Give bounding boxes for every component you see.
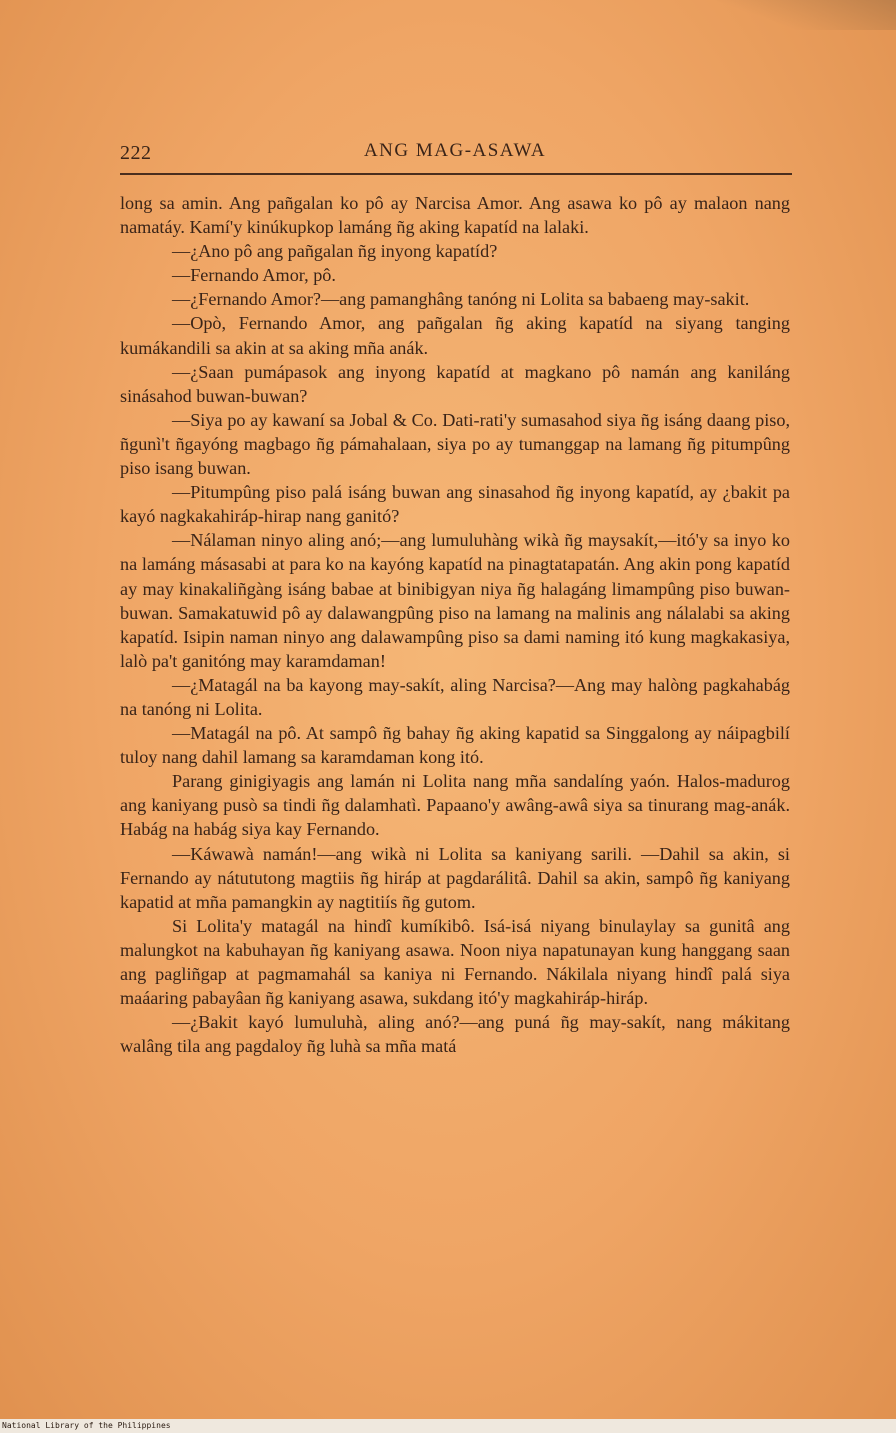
paragraph: —Fernando Amor, pô. <box>172 265 336 286</box>
paragraph: —Siya po ay kawaní sa Jobal & Co. Dati-rati'y sumasahod siya ñg isáng daang piso, ñgunì't ñgayóng magbago ñg pámahalaan, siya po ay tumanggap na lamang ñg pitumpûng piso isang buwan. <box>120 409 790 479</box>
paragraph: —Pitumpûng piso palá isáng buwan ang sinasahod ñg inyong kapatíd, ay ¿bakit pa kayó nagkakahiráp-hirap nang ganitó? <box>120 482 790 527</box>
library-credit: National Library of the Philippines <box>2 1421 171 1430</box>
paragraph: —Káwawà namán!—ang wikà ni Lolita sa kaniyang sarili. —Dahil sa akin, si Fernando ay nátututong magtiis ñg hiráp at pagdarálitâ. Dahil sa akin, sampô ñg kaniyang kapatid at mña pamangkin ay nagtitiís ñg gutom. <box>120 843 790 912</box>
paragraph: —¿Bakit kayó lumuluhà, aling anó?—ang puná ñg may-sakít, nang mákitang walâng tila ang pagdaloy ñg luhà sa mña matá <box>120 1012 790 1057</box>
paragraph: long sa amin. Ang pañgalan ko pô ay Narcisa Amor. Ang asawa ko pô ay malaon nang namatáy. Kamí'y kinúkupkop lamáng ñg aking kapatíd na lalaki. <box>120 193 790 238</box>
body-text <box>120 191 790 1058</box>
page-number: 222 <box>120 142 152 164</box>
header-rule <box>120 173 792 175</box>
paragraph: Si Lolita'y matagál na hindî kumíkibô. Isá-isá niyang binulaylay sa gunitâ ang malungkot na kabuhayan ñg kaniyang asawa. Noon niya napatunayan kung hanggang saan ang pagliñgap at pagmamahál sa kaniya ni Fernando. Nákilala niyang hindî palá siya maáaring pabayâan ñg kaniyang asawa, sukdang itó'y magkahiráp-hiráp. <box>120 915 790 1009</box>
paragraph: —Opò, Fernando Amor, ang pañgalan ñg aking kapatíd na siyang tanging kumákandili sa akin at sa aking mña anák. <box>120 313 790 358</box>
corner-stain <box>716 0 896 30</box>
paragraph: —¿Matagál na ba kayong may-sakít, aling Narcisa?—Ang may halòng pagkahabág na tanóng ni Lolita. <box>120 674 790 719</box>
running-title: ANG MAG-ASAWA <box>363 140 547 161</box>
paragraph: —Matagál na pô. At sampô ñg bahay ñg aking kapatid sa Singgalong ay náipagbilí tuloy nang dahil lamang sa karamdaman kong itó. <box>120 723 790 768</box>
paragraph: —¿Saan pumápasok ang inyong kapatíd at magkano pô namán ang kaniláng sinásahod buwan-buwan? <box>120 361 790 406</box>
paragraph: Parang ginigiyagis ang lamán ni Lolita nang mña sandalíng yaón. Halos-madurog ang kaniyang pusò sa tindi ñg dalamhatì. Papaano'y awâng-awâ siya sa tinurang mag-anák. Habág na habág siya kay Fernando. <box>120 771 790 840</box>
paragraph: —¿Ano pô ang pañgalan ñg inyong kapatíd? <box>172 241 498 262</box>
paragraph: —Nálaman ninyo aling anó;—ang lumuluhàng wikà ñg maysakít,—itó'y sa inyo ko na lamáng másasabi at para ko na kayóng kapatíd na pinagtatapatán. Ang akin pong kapatíd ay may kinakaliñgàng isáng babae at binibigyan niya ñg halagáng limampûng piso buwan-buwan. Samakatuwid pô ay dalawangpûng piso na lamang na malinis ang nálalabi sa aking kapatíd. Isipin naman ninyo ang dalawampûng piso sa dami naming itó kung magkakasiya, lalò pa't ganitóng may karamdaman! <box>120 530 790 671</box>
paragraph: —¿Fernando Amor?—ang pamanghâng tanóng ni Lolita sa babaeng may-sakit. <box>172 289 750 310</box>
page-header <box>120 138 790 172</box>
